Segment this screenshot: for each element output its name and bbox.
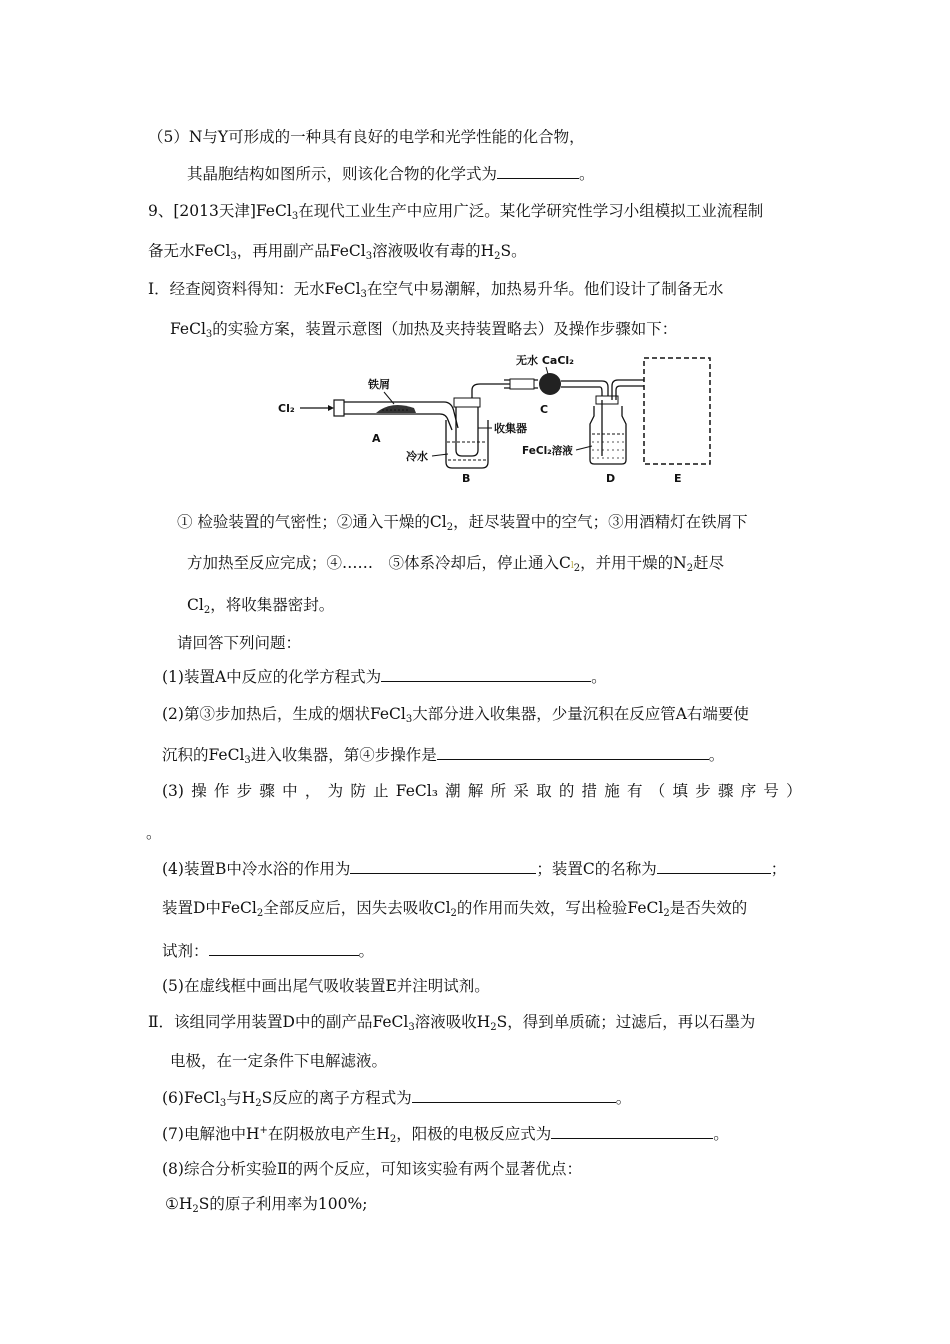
label-e: E bbox=[674, 472, 682, 485]
q3-token: 采 bbox=[513, 782, 529, 800]
part1-intro: Ⅰ．经查阅资料得知：无水FeCl$_3$在空气中易潮解，加热易升华。他们设计了制备无水 bbox=[148, 280, 724, 300]
label-d: D bbox=[606, 472, 616, 485]
question-1: (1)装置A中反应的化学方程式为 。 bbox=[162, 668, 607, 686]
q3-token: 取 bbox=[536, 782, 552, 800]
advantage-1: $①H_2S$的原子利用率为100%; bbox=[165, 1195, 368, 1215]
q3-token: 骤 bbox=[259, 782, 275, 800]
drying-tube-c bbox=[504, 373, 608, 396]
question-2-line2: 沉积的FeCl$_3$进入收集器，第④步操作是 。 bbox=[162, 746, 725, 766]
q3-token: 作 bbox=[213, 782, 230, 800]
absorption-bottle-d bbox=[590, 380, 644, 464]
q3-token: 防 bbox=[350, 782, 366, 800]
q4-blank-name[interactable] bbox=[657, 858, 771, 874]
q6-blank[interactable] bbox=[412, 1087, 616, 1103]
question-8: (8)综合分析实验Ⅱ的两个反应，可知该实验有两个显著优点： bbox=[162, 1160, 582, 1178]
question-7: (7)电解池中H+在阴极放电产生$H_2$，阳极的电极反应式为 。 bbox=[162, 1125, 729, 1145]
question-4-line2: 装置D中FeCl$_2$全部反应后，因失去吸收$Cl_2$的作用而失效，写出检验FeCl$_2$是否失效的 bbox=[162, 899, 748, 919]
apparatus-diagram bbox=[276, 350, 716, 490]
q3-token: 操 bbox=[191, 782, 207, 800]
question-3 bbox=[162, 781, 802, 801]
q3-token: FeCl₃ bbox=[395, 782, 438, 800]
q3-token: 步 bbox=[236, 782, 253, 800]
q5-line2: 其晶胞结构如图所示，则该化合物的化学式为 。 bbox=[187, 165, 595, 183]
q3-token: 步 bbox=[695, 782, 711, 800]
collector-label: 收集器 bbox=[494, 422, 527, 435]
label-b: B bbox=[462, 472, 471, 485]
question-6: (6)FeCl$_3$与$H_2S$反应的离子方程式为 。 bbox=[162, 1089, 632, 1109]
reaction-tube-a bbox=[334, 400, 458, 430]
q2-blank[interactable] bbox=[437, 744, 709, 760]
label-a: A bbox=[372, 432, 381, 445]
q3-token: 填 bbox=[672, 782, 688, 800]
q3-token: 措 bbox=[581, 782, 598, 800]
q3-token: 号 bbox=[763, 782, 779, 800]
cacl2-label: 无水 CaCl₂ bbox=[516, 354, 574, 367]
part1-intro-line2: FeCl$_3$的实验方案，装置示意图（加热及夹持装置略去）及操作步骤如下： bbox=[170, 320, 678, 340]
question-4: (4)装置B中冷水浴的作用为 ；装置C的名称为 ； bbox=[162, 860, 787, 878]
q7-blank[interactable] bbox=[551, 1123, 713, 1139]
cl2-label: Cl₂ bbox=[278, 402, 295, 415]
q9-heading-line2: 备无水FeCl$_3$，再用副产品FeCl$_3$溶液吸收有毒的$H_2S$。 bbox=[148, 242, 527, 262]
question-3-end: 。 bbox=[146, 824, 162, 842]
q3-token: 解 bbox=[467, 782, 484, 800]
q5-line1: （5）N与Y可形成的一种具有良好的电学和光学性能的化合物， bbox=[148, 128, 585, 146]
question-4-line3: 试剂： 。 bbox=[162, 942, 375, 960]
q3-token: 的 bbox=[558, 782, 575, 800]
q3-token: 有 bbox=[627, 782, 643, 800]
part2-intro-line2: 电极，在一定条件下电解滤液。 bbox=[170, 1052, 388, 1070]
q3-token: 序 bbox=[740, 782, 757, 800]
q1-blank[interactable] bbox=[381, 666, 591, 682]
steps-line2: 方加热至反应完成；④…… ⑤体系冷却后，停止通入$Cl_2$，并用干燥的$N_2$赶尽 bbox=[187, 554, 725, 574]
steps-line3: $Cl_2$，将收集器密封。 bbox=[187, 596, 335, 616]
q3-token: 施 bbox=[604, 782, 620, 800]
iron-label: 铁屑 bbox=[368, 378, 390, 391]
q3-token: 中 bbox=[282, 782, 298, 800]
answer-prompt: 请回答下列问题： bbox=[177, 634, 302, 652]
q3-token: 为 bbox=[327, 782, 344, 800]
q3-token: (3) bbox=[162, 782, 184, 800]
q3-token: 骤 bbox=[717, 782, 734, 800]
q9-heading: 9、[2013天津]FeCl$_3$在现代工业生产中应用广泛。某化学研究性学习小组模拟工业流程制 bbox=[148, 202, 764, 222]
q3-token: 止 bbox=[373, 782, 389, 800]
steps-line1: ① 检验装置的气密性；②通入干燥的$Cl_2$，赶尽装置中的空气；③用酒精灯在铁屑下 bbox=[177, 513, 748, 533]
question-2: (2)第③步加热后，生成的烟状FeCl$_3$大部分进入收集器，少量沉积在反应管A右端要使 bbox=[162, 705, 749, 725]
answer-blank[interactable] bbox=[497, 163, 579, 179]
q4-blank-reagent[interactable] bbox=[209, 940, 359, 956]
cold-water-label: 冷水 bbox=[406, 450, 428, 463]
q3-token: （ bbox=[649, 782, 666, 800]
fecl2-label: FeCl₂溶液 bbox=[522, 445, 573, 457]
q4-blank-purpose[interactable] bbox=[350, 858, 536, 874]
q3-token: 潮 bbox=[445, 782, 461, 800]
q3-token: 所 bbox=[490, 782, 507, 800]
q3-token: ） bbox=[786, 782, 802, 800]
apparatus-e-box bbox=[644, 358, 710, 464]
q3-token: ， bbox=[304, 782, 321, 800]
part2-intro: Ⅱ．该组同学用装置D中的副产品FeCl$_3$溶液吸收$H_2S$，得到单质硫；过滤后，再以石墨为 bbox=[148, 1013, 756, 1033]
question-5: (5)在虚线框中画出尾气吸收装置E并注明试剂。 bbox=[162, 977, 490, 995]
label-c: C bbox=[540, 403, 549, 416]
